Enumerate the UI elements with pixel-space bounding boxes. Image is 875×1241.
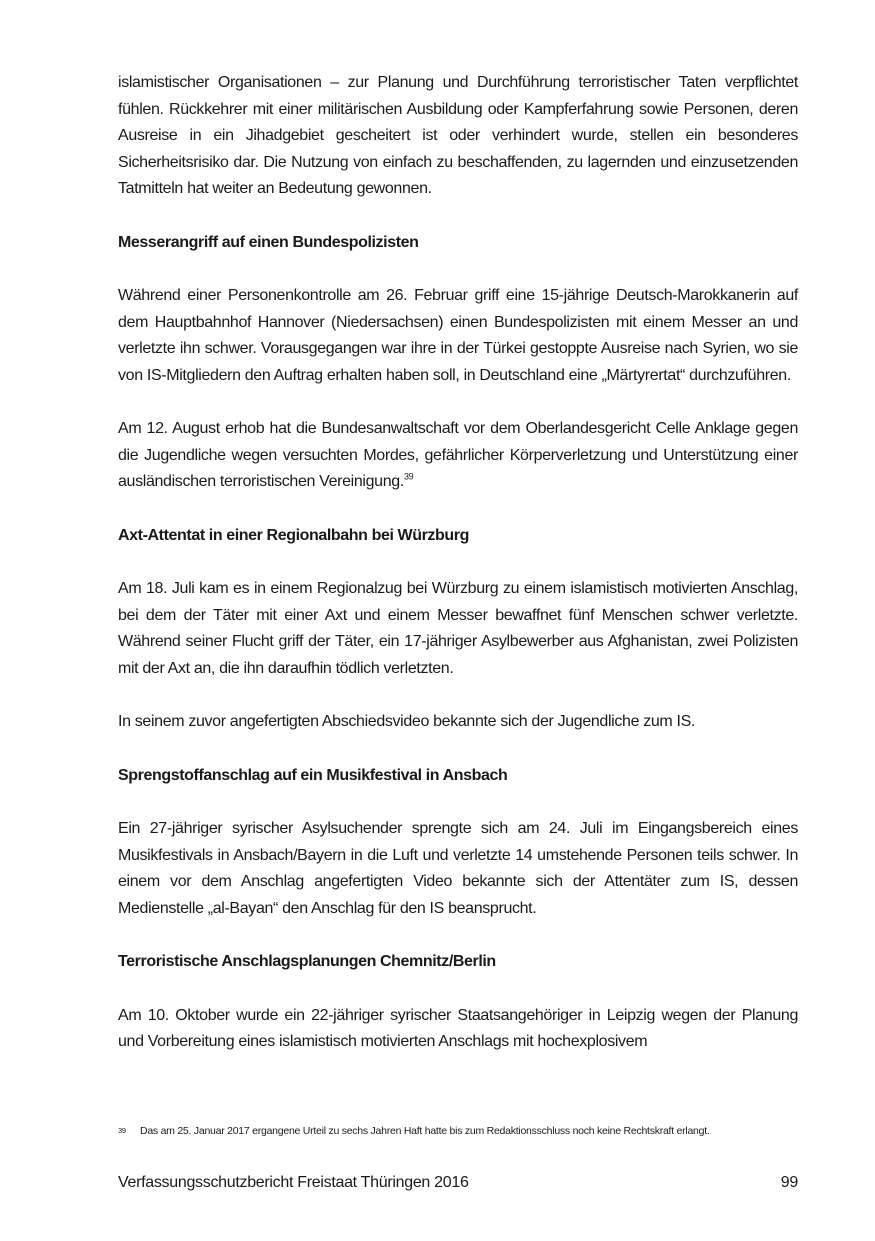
paragraph-axe-attack: Am 18. Juli kam es in einem Regionalzug bei Würzburg zu einem islamistisch motivierten Anschlag, bei dem der Täter mit einer Axt und einem Messer bewaffnet fünf Menschen schwer verletzte. Während seiner Flucht griff der Täter, ein 17-jähriger Asylbewerber aus Afghanistan, zwei Polizisten mit der Axt an, die ihn daraufhin tödlich verletzten. xyxy=(118,580,798,677)
footnote-number: 39 xyxy=(118,1126,126,1135)
paragraph-indictment-text: Am 12. August erhob hat die Bundesanwaltschaft vor dem Oberlandesgericht Celle Anklage gegen die Jugendliche wegen versuchten Mordes, gefährlicher Körperverletzung und Unterstützung einer ausländischen terroristischen Vereinigung. xyxy=(118,420,798,490)
section-heading-axe-attack: Axt-Attentat in einer Regionalbahn bei Würzburg xyxy=(118,526,469,544)
paragraph-intro: islamistischer Organisationen – zur Planung und Durchführung terroristischer Taten verpflichtet fühlen. Rückkehrer mit einer militärischen Ausbildung oder Kampferfahrung sowie Personen, deren Ausreise in ein Jihadgebiet gescheitert ist oder verhindert wurde, stellen ein besonderes Sicherheitsrisiko dar. Die Nutzung von einfach zu beschaffenden, zu lagernden und einzusetzenden Tatmitteln hat weiter an Bedeutung gewonnen. xyxy=(118,74,798,197)
paragraph-knife-attack: Während einer Personenkontrolle am 26. Februar griff eine 15-jährige Deutsch-Marokkanerin auf dem Hauptbahnhof Hannover (Niedersachsen) einen Bundespolizisten mit einem Messer an und verletzte ihn schwer. Vorausgegangen war ihre in der Türkei gestoppte Ausreise nach Syrien, wo sie von IS-Mitgliedern den Auftrag erhalten haben soll, in Deutschland eine „Märtyrertat“ durchzuführen. xyxy=(118,287,798,384)
section-heading-chemnitz-berlin: Terroristische Anschlagsplanungen Chemnitz/Berlin xyxy=(118,953,496,970)
page-body xyxy=(118,70,798,1083)
page-footer xyxy=(118,1172,798,1194)
paragraph-chemnitz-berlin: Am 10. Oktober wurde ein 22-jähriger syrischer Staatsangehöriger in Leipzig wegen der Planung und Vorbereitung eines islamistisch motivierten Anschlags mit hochexplosivem xyxy=(118,1006,798,1050)
footnote-text: Das am 25. Januar 2017 ergangene Urteil zu sechs Jahren Haft hatte bis zum Redaktionsschluss noch keine Rechtskraft erlangt. xyxy=(140,1125,710,1137)
section-heading-knife-attack: Messerangriff auf einen Bundespolizisten xyxy=(118,233,419,251)
paragraph-farewell-video: In seinem zuvor angefertigten Abschiedsvideo bekannte sich der Jugendliche zum IS. xyxy=(118,713,695,730)
footnote-reference: 39 xyxy=(403,471,414,482)
page-number: 99 xyxy=(780,1174,798,1191)
paragraph-ansbach: Ein 27-jähriger syrischer Asylsuchender sprengte sich am 24. Juli im Eingangsbereich eines Musikfestivals in Ansbach/Bayern in die Luft und verletzte 14 umstehende Personen teils schwer. In einem vor dem Anschlag angefertigten Video bekannte sich der Attentäter zum IS, dessen Medienstelle „al-Bayan“ den Anschlag für den IS beansprucht. xyxy=(118,820,798,917)
paragraph-indictment xyxy=(118,416,798,496)
section-heading-ansbach: Sprengstoffanschlag auf ein Musikfestival in Ansbach xyxy=(118,766,508,784)
footnote xyxy=(118,1124,798,1138)
footer-title: Verfassungsschutzbericht Freistaat Thüringen 2016 xyxy=(118,1174,469,1191)
